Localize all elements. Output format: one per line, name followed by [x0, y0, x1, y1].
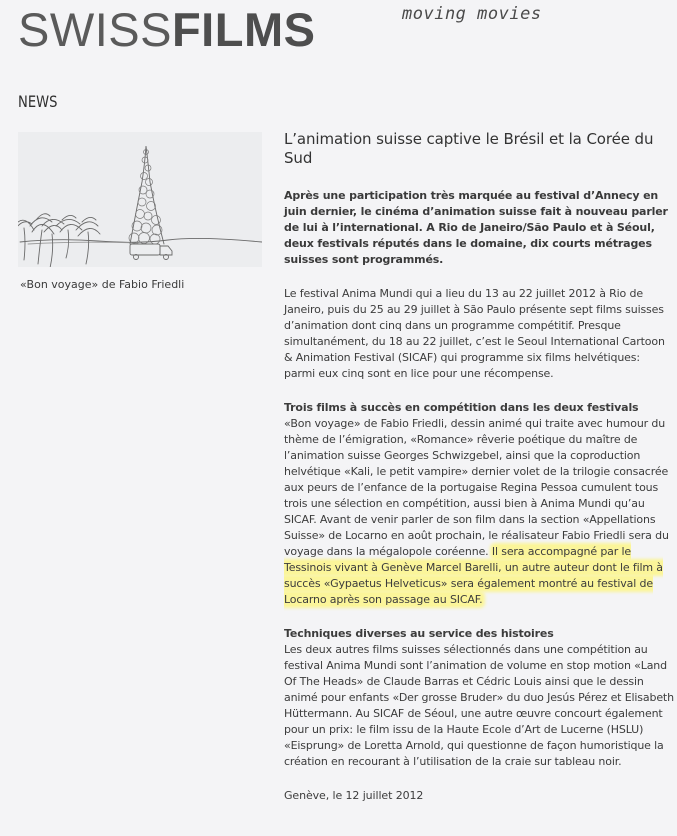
dateline: Genève, le 12 juillet 2012: [284, 789, 424, 802]
highlighted-text: Il sera accompagné par le Tessinois vivant à Genève Marcel Barelli, un autre auteur dont le film à succès «Gypaetus Helveticus» sera également montré au festival de Locarno après son passage au SICAF.: [284, 545, 663, 606]
figure-caption: «Bon voyage» de Fabio Friedli: [20, 278, 185, 291]
section-text: Les deux autres films suisses sélectionnés dans une compétition au festival Anima Mundi sont l’animation de volume en stop motion «Land Of The Heads» de Claude Barras et Cédric Louis ainsi que le dessin animé pour enfants «Der grosse Bruder» du duo Jesús Pérez et Elisabeth Hüttermann. Au SICAF de Séoul, une autre œuvre concourt également pour un prix: le film issu de la Haute Ecole d’Art de Lucerne (HSLU) «Eisprung» de Loretta Arnold, qui questionne de façon humoristique la création en recourant à l’utilisation de la craie sur tableau noir.: [284, 643, 674, 768]
bon-voyage-drawing: [18, 132, 262, 267]
drawing-illustration-icon: [18, 132, 262, 267]
article-paragraph: Le festival Anima Mundi qui a lieu du 13 au 22 juillet 2012 à Rio de Janeiro, puis du 25 au 29 juillet à São Paulo présente sept films suisses d’animation dont cinq dans un programme compétitif. Presque simultanément, du 18 au 22 juillet, c’est le Seoul International Cartoon & Animation Festival (SICAF) qui programme six films helvétiques: parmi eux cinq sont en lice pour une récompense.: [284, 287, 665, 380]
swissfilms-logo: [18, 2, 315, 58]
section-text: «Bon voyage» de Fabio Friedli, dessin animé qui traite avec humour du thème de l’émigration, «Romance» rêverie poétique du maître de l’animation suisse Georges Schwizgebel, ainsi que la coproduction helvétique «Kali, le petit vampire» dernier volet de la trilogie consacrée aux peurs de l’enfance de la portugaise Regina Pessoa cumulent tous trois une sélection en compétition, aussi bien à Anima Mundi qu’au SICAF. Avant de venir parler de son film dans la section «Appellations Suisse» de Locarno en août prochain, le réalisateur Fabio Friedli sera du voyage dans la mégalopole coréenne.: [284, 417, 669, 558]
article-section-techniques: [284, 626, 674, 770]
section-title: Techniques diverses au service des histoires: [284, 627, 554, 640]
logo-light-part: SWISS: [18, 3, 172, 56]
article-headline: L’animation suisse captive le Brésil et la Corée du Sud: [284, 130, 654, 167]
article-lead: Après une participation très marquée au festival d’Annecy en juin dernier, le cinéma d’animation suisse fait à nouveau parler de lui à l’international. A Rio de Janeiro/São Paulo et à Séoul, deux festivals réputés dans le domaine, dix courts métrages suisses sont programmés.: [284, 189, 668, 266]
section-heading: NEWS: [18, 92, 58, 111]
section-title: Trois films à succès en compétition dans les deux festivals: [284, 401, 639, 414]
logo-bold-part: FILMS: [171, 3, 316, 56]
article: [284, 130, 674, 804]
tagline: moving movies: [402, 4, 542, 24]
article-section-trois-films: [284, 400, 674, 608]
